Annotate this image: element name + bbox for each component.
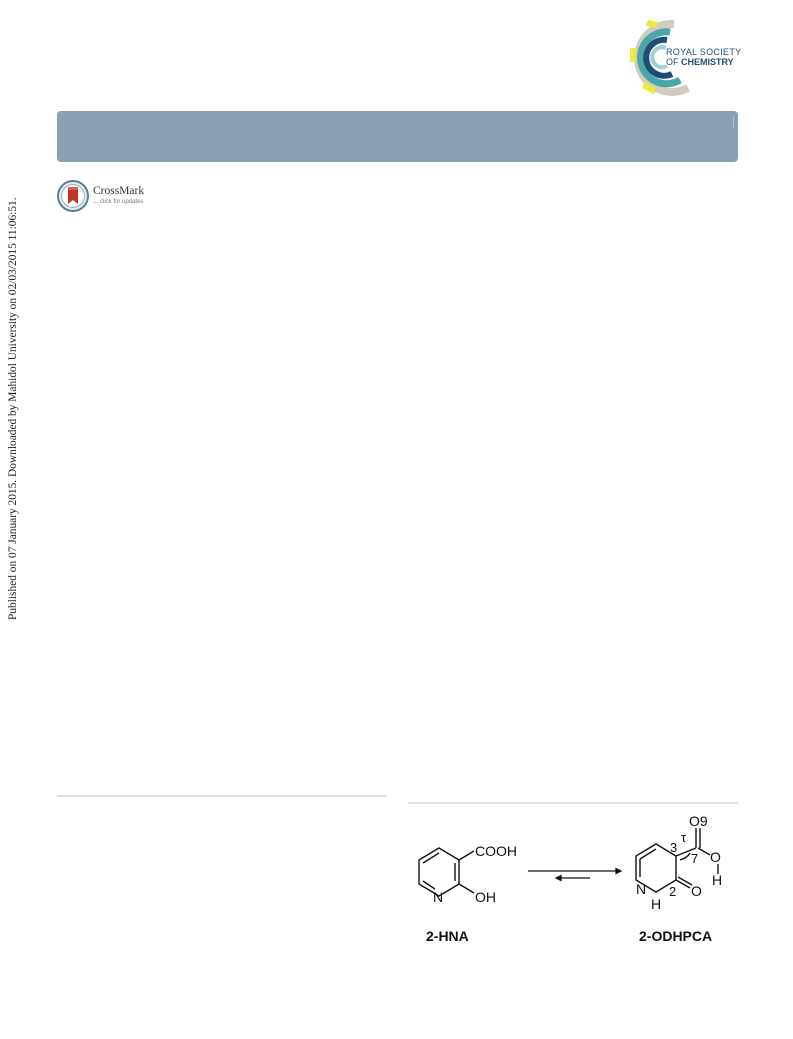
odhpca-n-label: N	[636, 881, 647, 897]
tautomer-scheme	[408, 808, 738, 948]
publisher-name-line1: ROYAL SOCIETY	[666, 47, 742, 57]
odhpca-tau-label: τ	[681, 830, 687, 845]
odhpca-h-label: H	[651, 896, 662, 912]
odhpca-pos7-label: 7	[691, 851, 699, 866]
molecule-2-hna	[419, 848, 474, 896]
molecule-2-odhpca	[636, 828, 718, 892]
hna-oh-label: OH	[475, 889, 496, 905]
odhpca-name-label: 2-ODHPCA	[639, 928, 713, 944]
column-divider-left	[57, 795, 387, 797]
crossmark-icon	[57, 180, 89, 212]
hna-cooh-label: COOH	[475, 843, 517, 859]
odhpca-h-hydroxyl-label: H	[712, 872, 723, 888]
hna-name-label: 2-HNA	[426, 928, 469, 944]
odhpca-o-carbonyl-label: O	[691, 883, 702, 899]
publisher-name-line2	[666, 57, 734, 67]
column-divider-right	[408, 802, 738, 804]
crossmark-subtitle	[93, 199, 143, 205]
article-header-bar	[57, 111, 738, 162]
hna-n-label: N	[433, 889, 444, 905]
odhpca-pos2-label: 2	[669, 884, 677, 899]
odhpca-o-hydroxyl-label: O	[710, 849, 721, 865]
equilibrium-arrows	[528, 869, 621, 881]
odhpca-o9-label: O9	[689, 813, 708, 829]
odhpca-pos3-label: 3	[670, 840, 678, 855]
crossmark-button[interactable]	[57, 180, 167, 214]
publisher-name-prefix: OF	[666, 57, 681, 67]
publisher-name-bold: CHEMISTRY	[681, 57, 734, 67]
arrow-left-icon: ←	[93, 199, 99, 205]
crossmark-subtitle-text: click for updates	[100, 199, 144, 205]
crossmark-title: CrossMark	[93, 185, 145, 197]
publication-note: Published on 07 January 2015. Downloaded by Mahidol University on 02/03/2015 11:06:51.	[7, 197, 19, 620]
